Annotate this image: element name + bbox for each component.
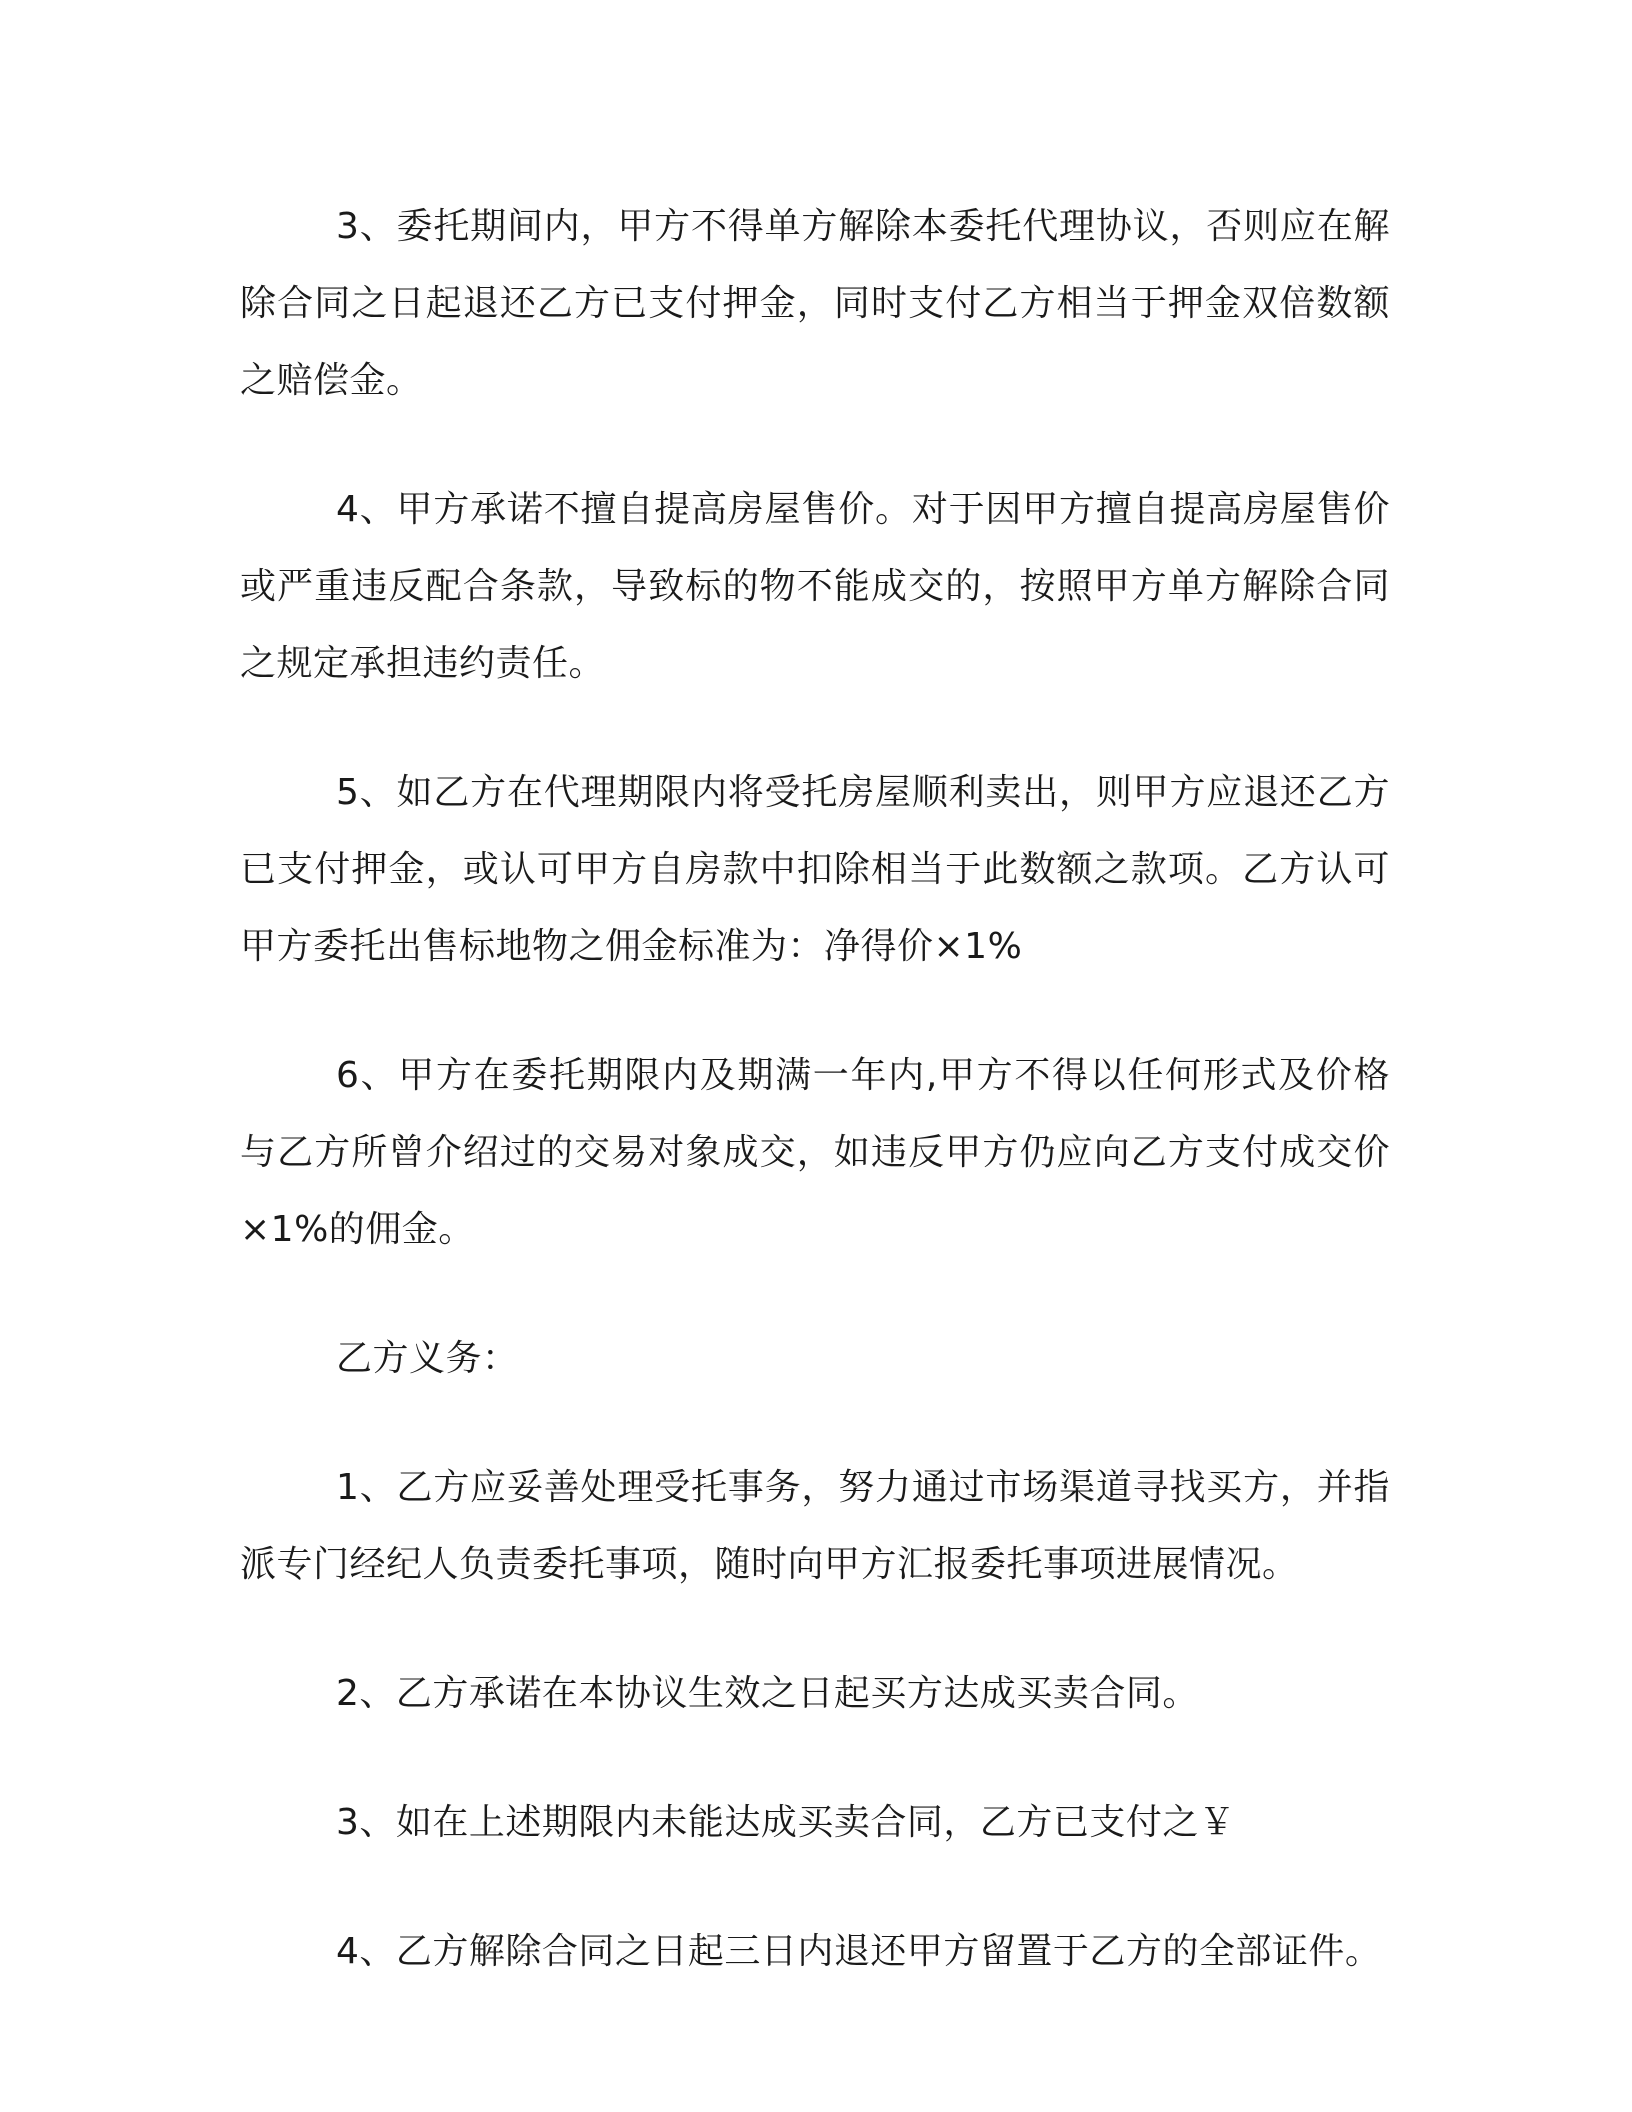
clause-party-b-3: 3、如在上述期限内未能达成买卖合同，乙方已支付之￥ <box>336 1802 1236 1843</box>
clause-party-a-5: 5、如乙方在代理期限内将受托房屋顺利卖出，则甲方应退还乙方已支付押金，或认可甲方自房款中扣除相当于此数额之款项。乙方认可甲方委托出售标地物之佣金标准为：净得价×1% <box>240 772 1390 967</box>
section-heading-party-b-obligations: 乙方义务： <box>336 1338 519 1379</box>
clause-party-b-2: 2、乙方承诺在本协议生效之日起买方达成买卖合同。 <box>336 1673 1199 1714</box>
clause-party-a-4: 4、甲方承诺不擅自提高房屋售价。对于因甲方擅自提高房屋售价或严重违反配合条款，导致标的物不能成交的，按照甲方单方解除合同之规定承担违约责任。 <box>240 489 1390 684</box>
clause-party-a-6: 6、甲方在委托期限内及期满一年内,甲方不得以任何形式及价格与乙方所曾介绍过的交易对象成交，如违反甲方仍应向乙方支付成交价×1%的佣金。 <box>240 1055 1390 1250</box>
document-body <box>240 188 1390 1990</box>
clause-party-b-1: 1、乙方应妥善处理受托事务，努力通过市场渠道寻找买方，并指派专门经纪人负责委托事项，随时向甲方汇报委托事项进展情况。 <box>240 1467 1390 1585</box>
clause-party-b-4: 4、乙方解除合同之日起三日内退还甲方留置于乙方的全部证件。 <box>336 1931 1382 1972</box>
clause-party-a-3: 3、委托期间内，甲方不得单方解除本委托代理协议，否则应在解除合同之日起退还乙方已支付押金，同时支付乙方相当于押金双倍数额之赔偿金。 <box>240 206 1390 401</box>
